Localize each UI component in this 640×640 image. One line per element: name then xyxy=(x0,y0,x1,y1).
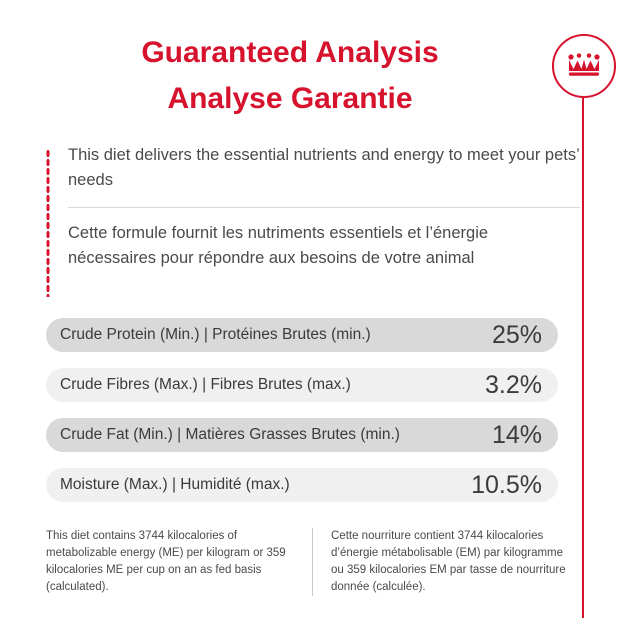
royal-crown-icon xyxy=(552,34,616,98)
right-vertical-rule xyxy=(582,88,584,618)
nutrient-label: Moisture (Max.) | Humidité (max.) xyxy=(60,476,290,493)
dotted-accent-rule xyxy=(46,149,50,297)
nutrient-row xyxy=(46,418,558,452)
nutrient-row xyxy=(46,368,558,402)
nutrient-label: Crude Fat (Min.) | Matières Grasses Brutes (min.) xyxy=(60,426,400,443)
title-english: Guaranteed Analysis xyxy=(141,36,439,69)
nutrient-label: Crude Protein (Min.) | Protéines Brutes (min.) xyxy=(60,326,371,343)
page-title xyxy=(40,34,540,118)
nutrient-value: 14% xyxy=(491,420,542,449)
footnote-english: This diet contains 3744 kilocalories of metabolizable energy (ME) per kilogram or 359 kilocalories ME per cup on an as fed basis (calculated). xyxy=(46,530,286,593)
intro-divider xyxy=(68,207,580,208)
nutrient-list xyxy=(46,318,558,518)
nutrient-value: 25% xyxy=(491,320,542,349)
nutrient-value: 3.2% xyxy=(485,370,542,399)
nutrient-label: Crude Fibres (Max.) | Fibres Brutes (max.) xyxy=(60,376,351,393)
intro-text-english: This diet delivers the essential nutrients and energy to meet your pets’ needs xyxy=(68,146,580,189)
nutrient-row xyxy=(46,318,558,352)
title-french: Analyse Garantie xyxy=(167,82,413,115)
nutrient-row xyxy=(46,468,558,502)
footnote-french: Cette nourriture contient 3744 kilocalories d’énergie métabolisable (EM) par kilogramme ou 359 kilocalories EM par tasse de nourriture donnée (calculée). xyxy=(312,528,578,596)
footnotes xyxy=(46,528,578,596)
nutrient-value: 10.5% xyxy=(471,470,542,499)
intro-text-french: Cette formule fournit les nutriments essentiels et l’énergie nécessaires pour répondre aux besoins de votre animal xyxy=(68,224,489,267)
intro-block xyxy=(46,143,580,271)
